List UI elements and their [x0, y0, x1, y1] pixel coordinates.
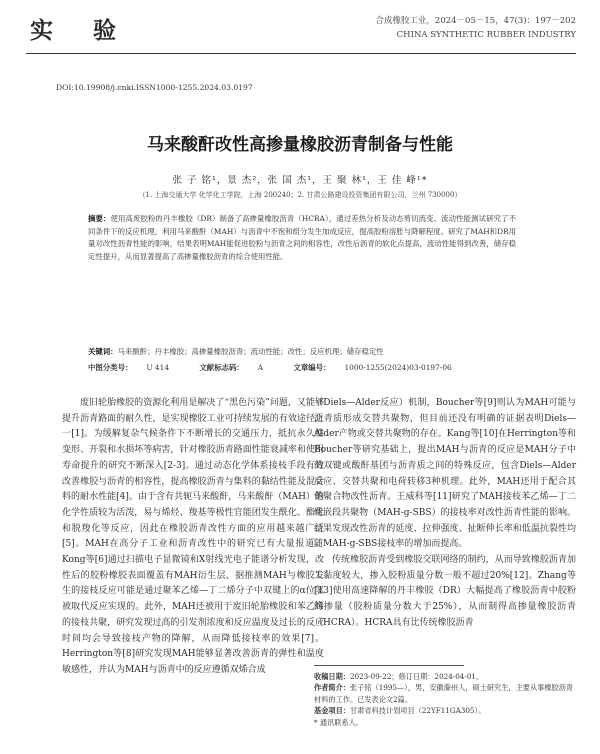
fund-info [314, 705, 576, 716]
abstract-label: 摘要： [88, 214, 111, 223]
journal-info [375, 14, 576, 42]
clc-value: U 414 [146, 363, 170, 372]
fund-value: 甘肃省科技计划项目（22YF11GA305）。 [349, 706, 486, 716]
keywords-text: 马来酸酐；丹丰橡胶；高掺量橡胶沥青；流动性能；改性；反应机理；储存稳定性 [117, 347, 384, 356]
received-date [314, 671, 576, 682]
author-bio-value: 张子铭（1995—），男，安徽滁州人，硕士研究生，主要从事橡胶沥青材料的工作。已发表论文2篇。 [314, 683, 574, 704]
keywords-label: 关键词： [88, 347, 118, 356]
article-code [293, 363, 465, 372]
fund-label: 基金项目： [314, 706, 350, 716]
article-value: 1000-1255(2024)03-0197-06 [344, 363, 452, 372]
paper-title: 马来酸酐改性高掺量橡胶沥青制备与性能 [147, 135, 453, 155]
journal-english-name: CHINA SYNTHETIC RUBBER INDUSTRY [396, 30, 576, 40]
footnote [314, 671, 576, 728]
abstract-text: 使用高废胶粉的丹丰橡胶（DR）制备了高掺量橡胶沥青（HCRA），通过差热分析及动态剪切流变、流动性能测试研究了不同条件下的反应机理，利用马来酸酐（MAH）与沥青中不饱和组分发生加成反应，提高胶粉溶胀与降解程度。研究了MAH和DR用量对改性沥青性能的影响，结果表明MAH能促进胶粉与沥青之间的相容性，改性后沥青的软化点提高，流动性能得到改善，储存稳定性提升，从而显著提高了高掺量橡胶沥青的综合使用性能。 [88, 214, 516, 261]
article-label: 文章编号： [293, 363, 331, 372]
section-label: 实 验 [30, 17, 133, 44]
doc-label: 文献标志码： [199, 363, 244, 372]
body-column-right [314, 396, 576, 632]
page-header [26, 10, 576, 52]
journal-citation: 合成橡胶工业，2024－05－15，47(3)：197－202 [375, 16, 576, 26]
doc-value: A [257, 363, 264, 372]
body-paragraph: （Diels—Alder反应）机制，Boucher等[9]则认为MAH可能与沥青质形成交替共聚物，但目前还没有明确的证据表明Diels—Alder产物或交替共聚物的存在。Kang等[10]在Herrington等和Boucher等研究基础上，提出MAH与沥青的反应是MAH分子中的双键或酸酐基团与沥青质之间的特殊反应，包含Diels—Alder反应、交替共聚和电荷转移3种机理。此外，MAH还用于配合其他聚合物改性沥青。王威科等[11]研究了MAH接枝苯乙烯—丁二烯嵌段共聚物（MAH-g-SBS）的接枝率对改性沥青性能的影响。结果发现改性沥青的延度、拉伸强度、扯断伸长率和低温抗裂性均随MAH-g-SBS接枝率的增加而提高。 [314, 398, 576, 550]
body-column-left [62, 396, 324, 679]
classification-codes [88, 362, 516, 374]
body-paragraph: 传统橡胶沥青受到橡胶交联网络的制约，从而导致橡胶沥青加工黏度较大，掺入胶粉质量分数一般不超过20%[12]。Zhang等[13]使用高速降解的丹丰橡胶（DR）大幅提高了橡胶沥青中胶粉的掺量（胶粉质量分数大于25%），从而制得高掺量橡胶沥青（HCRA）。HCRA具有比传统橡胶沥青 [314, 555, 576, 628]
abstract [88, 213, 516, 263]
author-list: 张 子 铭¹，景 杰²，张 国 杰¹，王 聚 林¹，王 佳 峰¹* [172, 175, 428, 186]
corresponding-author: * 通讯联系人。 [314, 717, 364, 727]
doi[interactable]: DOI:10.19908/j.cnki.ISSN1000-1255.2024.03.0197 [56, 83, 253, 92]
author-bio [314, 682, 576, 705]
received-value: 2023-09-22；修订日期：2024-04-01。 [349, 672, 484, 681]
body-paragraph: 废旧轮胎橡胶的资源化利用是解决了“黑色污染”问题，又能够提升沥青路面的耐久性，是实现橡胶工业可持续发展的有效途径之一[1]。为缓解复杂气候条件下不断增长的交通压力，抵抗永久性变形、开裂和水损坏等病害，针对橡胶沥青路面性能衰减率和使用寿命提升的研究不断深入[2-3]。通过动态化学体系接枝手段有效改善橡胶与沥青的相容性，提高橡胶沥青与集料的黏结性能及混合料的耐水性能[4]。由于含有共轭马来酸酐，马来酸酐（MAH）的化学性质较为活泼，易与烯烃、羧基等极性官能团发生酰化、酯化和脱羧化等反应，因此在橡胶沥青改性方面的应用越来越广泛[5]。MAH在高分子工业和沥青改性中的研究已有大量报道。Kong等[6]通过扫描电子显微镜和X射线光电子能谱分析发现，改性后的胶粉橡胶表面覆盖有MAH衍生层，据推测MAH与橡胶发生的接枝反应可能是通过聚苯乙烯—丁二烯分子中双键上的α位氢被取代反应实现的。此外，MAH还被用于废旧轮胎橡胶和苯乙烯的接枝共聚，研究发现过高的引发剂浓度和反应温度及过长的反应时间均会导致接枝产物的降解，从而降低接枝率的效果[7]。Herrington等[8]研究发现MAH能够显著改善沥青的弹性和温度敏感性，并认为MAH与沥青中的反应遵循双烯合成 [62, 398, 324, 675]
keywords [88, 346, 516, 358]
clc-label: 中图分类号： [88, 363, 133, 372]
affiliation: （1. 上海交通大学 化学化工学院，上海 200240；2. 甘肃公路建设投资集团有限公司，兰州 730000） [138, 191, 462, 199]
author-bio-label: 作者简介： [314, 683, 350, 693]
header-rule [26, 53, 576, 54]
received-label: 收稿日期： [314, 672, 350, 681]
footnote-rule [314, 665, 464, 666]
clc-code [88, 363, 183, 372]
doc-code [199, 363, 277, 372]
